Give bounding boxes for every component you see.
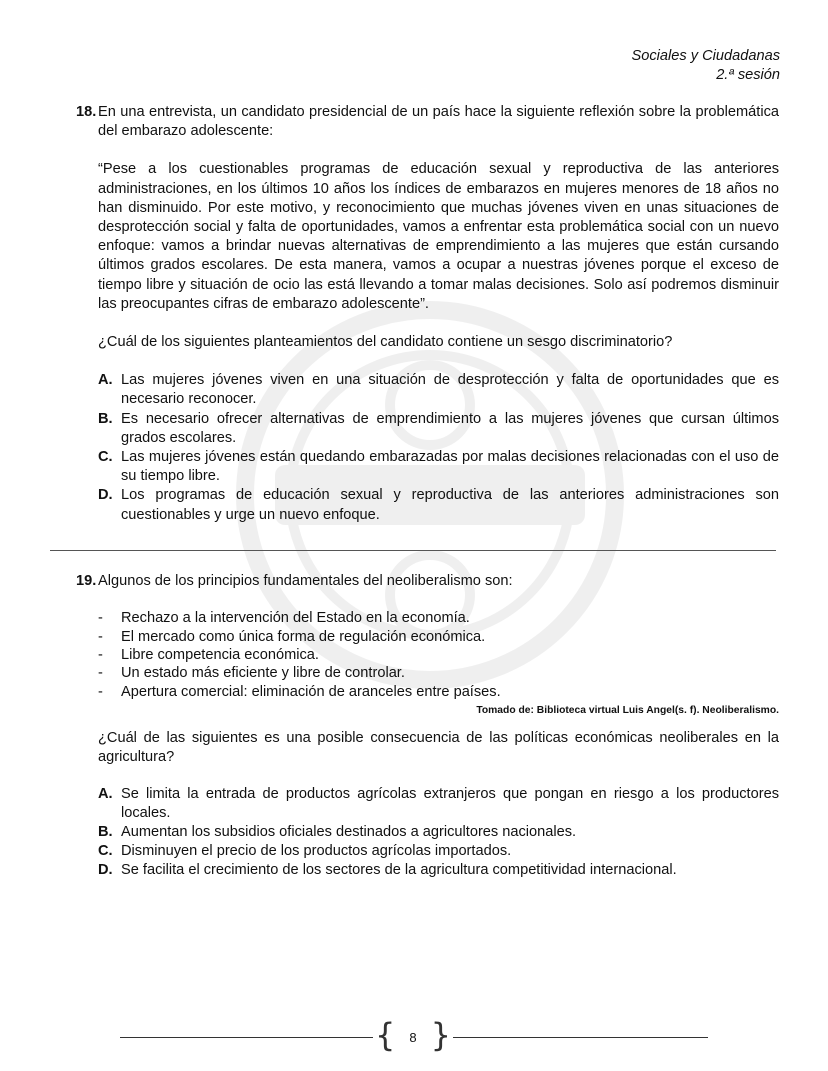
option-letter: C.: [98, 449, 113, 466]
dash-marker: -: [98, 628, 103, 645]
page-number: 8: [409, 1030, 417, 1045]
option-b[interactable]: [98, 823, 779, 842]
footer-rule-right: [453, 1037, 708, 1038]
answer-options: [76, 371, 779, 525]
option-c[interactable]: [98, 842, 779, 861]
question-prompt: ¿Cuál de las siguientes es una posible consecuencia de las políticas económicas neoliberales en la agricultura?: [98, 730, 779, 766]
footer-rule-left: [120, 1037, 373, 1038]
question-stem: [76, 572, 779, 591]
option-letter: A.: [98, 372, 113, 389]
question-18: [76, 103, 779, 525]
option-text: Disminuyen el precio de los productos agrícolas importados.: [121, 843, 512, 860]
option-letter: B.: [98, 824, 113, 841]
list-item-text: El mercado como única forma de regulación económica.: [121, 628, 486, 645]
question-prompt: ¿Cuál de los siguientes planteamientos del candidato contiene un sesgo discriminatorio?: [98, 334, 673, 351]
option-text: Aumentan los subsidios oficiales destinados a agricultores nacionales.: [121, 824, 577, 841]
section-divider: [50, 550, 776, 551]
list-item: [98, 628, 779, 646]
option-c[interactable]: [98, 448, 779, 486]
option-text: Es necesario ofrecer alternativas de emprendimiento a las mujeres jóvenes que cursan últimos grados escolares.: [121, 410, 779, 446]
option-text: Las mujeres jóvenes están quedando embarazadas por malas decisiones relacionadas con el uso de su tiempo libre.: [121, 449, 779, 485]
subject-title: Sociales y Ciudadanas: [631, 48, 780, 64]
option-text: Las mujeres jóvenes viven en una situación de desprotección y falta de oportunidades que es necesario reconocer.: [121, 372, 779, 408]
question-stem-text: Algunos de los principios fundamentales del neoliberalismo son:: [98, 573, 513, 589]
list-item-text: Rechazo a la intervención del Estado en la economía.: [121, 610, 470, 627]
page-number-badge: [373, 1016, 453, 1054]
dash-marker: -: [98, 665, 103, 682]
option-letter: D.: [98, 862, 113, 879]
question-19: [76, 572, 779, 881]
option-text: Se limita la entrada de productos agrícolas extranjeros que pongan en riesgo a los productores locales.: [121, 785, 779, 821]
dash-marker: -: [98, 683, 103, 700]
option-a[interactable]: [98, 371, 779, 409]
option-d[interactable]: [98, 486, 779, 524]
option-text: Los programas de educación sexual y reproductiva de las anteriores administraciones son cuestionables y urge un nuevo enfoque.: [121, 487, 779, 523]
option-d[interactable]: [98, 861, 779, 880]
list-item-text: Libre competencia económica.: [121, 647, 319, 664]
option-text: Se facilita el crecimiento de los sectores de la agricultura competitividad internacional.: [121, 862, 677, 879]
page-header: [632, 47, 780, 85]
source-citation: Tomado de: Biblioteca virtual Luis Angel(s. f). Neoliberalismo.: [476, 705, 779, 717]
list-item: [98, 646, 779, 664]
session-label: 2.ª sesión: [716, 67, 780, 83]
option-letter: D.: [98, 487, 113, 504]
left-bracket-icon: {: [375, 1016, 396, 1054]
option-letter: C.: [98, 843, 113, 860]
dash-marker: -: [98, 610, 103, 627]
option-b[interactable]: [98, 410, 779, 448]
list-item: [98, 609, 779, 627]
option-letter: A.: [98, 785, 113, 802]
candidate-quote: “Pese a los cuestionables programas de educación sexual y reproductiva de las anteriores administraciones, en los últimos 10 años los índices de embarazos en mujeres menores de 18 años no han disminuido. Por este motivo, y reconocimiento que muchas jóvenes viven en unas situaciones de desprotección social y falta de oportunidades, vamos a enfrentar esta problemática social con un nuevo enfoque: vamos a brindar nuevas alternativas de emprendimiento a las mujeres que están cursando últimos grados escolares. De esta manera, vamos a ocupar a nuestras jóvenes porque el exceso de tiempo libre y situación de ocio las está llevando a tomar malas decisiones. Solo así podremos disminuir las preocupantes cifras de embarazo adolescente”.: [98, 161, 779, 312]
answer-options: [76, 785, 779, 881]
dash-marker: -: [98, 647, 103, 664]
list-item-text: Apertura comercial: eliminación de aranceles entre países.: [121, 683, 501, 700]
question-stem-text: En una entrevista, un candidato presidencial de un país hace la siguiente reflexión sobre la problemática del embarazo adolescente:: [98, 104, 779, 140]
list-item-text: Un estado más eficiente y libre de controlar.: [121, 665, 405, 682]
list-item: [98, 683, 779, 701]
list-item: [98, 664, 779, 682]
principles-list: [76, 609, 779, 701]
option-a[interactable]: [98, 785, 779, 823]
question-number: 18.: [76, 104, 97, 120]
question-stem: [76, 103, 779, 141]
option-letter: B.: [98, 410, 113, 427]
question-number: 19.: [76, 573, 97, 589]
right-bracket-icon: }: [430, 1016, 451, 1054]
